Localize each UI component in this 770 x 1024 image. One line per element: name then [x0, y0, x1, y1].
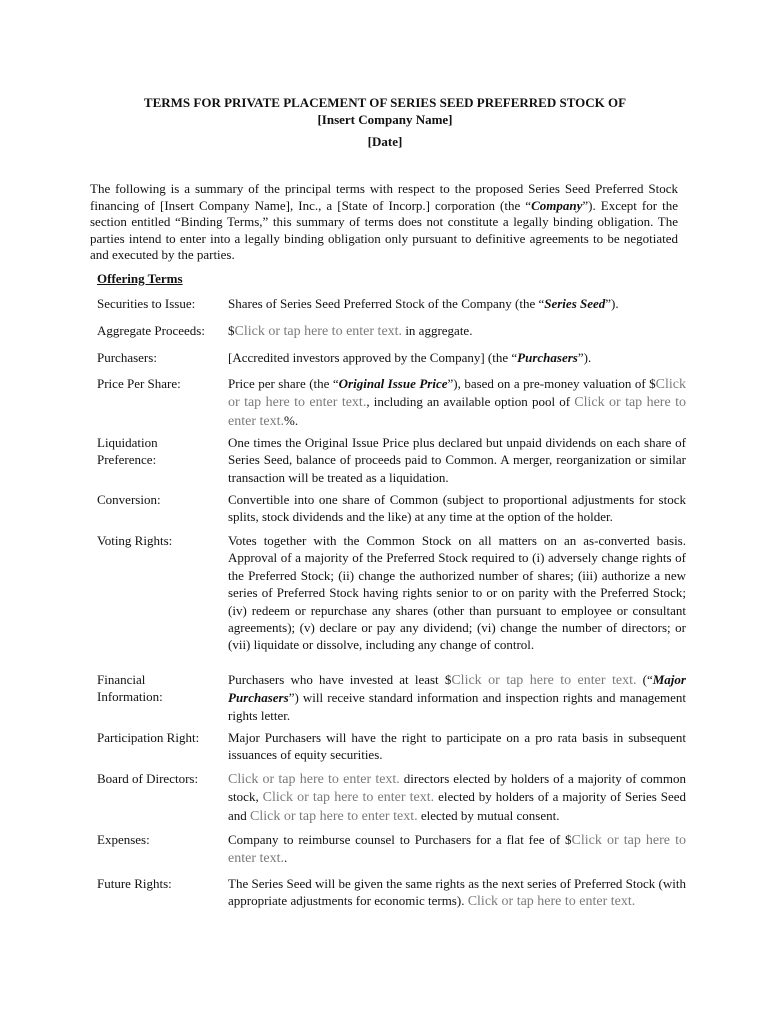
intro-text-1: The following is a summary of the principal terms with respect to the proposed Series Seed Preferred Stock financing of [Insert Company Name], Inc., a [State of Incorp.] corporation (the “ [90, 181, 678, 213]
term-text-part: . [283, 850, 288, 866]
term-label-line: Information: [97, 689, 163, 704]
term-text-part: Shares of Series Seed Preferred Stock of the Company (the “ [228, 296, 545, 311]
term-text [228, 349, 686, 366]
term-text-part: Price per share (the “ [228, 376, 339, 391]
term-label [97, 671, 222, 705]
term-text [228, 322, 686, 340]
term-text-part: [Accredited investors approved by the Company] (the “ [228, 350, 518, 365]
placeholder-field[interactable]: Click or tap here to enter text. [228, 377, 686, 411]
term-label-line: Financial [97, 672, 146, 687]
term-text-part: Company to reimburse counsel to Purchasers for a flat fee of $ [228, 832, 572, 847]
term-text-part: elected by holders of a majority of Series Seed and [228, 789, 686, 823]
term-text-part: %. [283, 412, 299, 428]
defined-term: Series Seed [544, 296, 606, 311]
intro-company-term: Company [531, 197, 583, 213]
term-text-part: ”), based on a pre-money valuation of $ [447, 376, 656, 391]
term-label: Securities to Issue: [97, 296, 196, 311]
term-label: Conversion: [97, 492, 161, 507]
term-text-part: Purchasers who have invested at least $ [228, 672, 452, 687]
term-text-part: The Series Seed will be given the same rights as the next series of Preferred Stock (with appropriate adjustments for economic terms). [228, 876, 686, 909]
term-label: Participation Right: [97, 730, 200, 745]
document-date: [Date] [367, 134, 403, 149]
term-label-line: Liquidation [97, 435, 158, 450]
term-text: Convertible into one share of Common (subject to proportional adjustments for stock splits, stock dividends and the like) at any time at the option of the holder. [228, 492, 686, 525]
term-label [97, 434, 222, 468]
defined-term: Major Purchasers [228, 672, 686, 706]
term-text-part: ”). [577, 350, 592, 365]
placeholder-field[interactable]: Click or tap here to enter text. [451, 673, 637, 688]
document-title [80, 94, 690, 128]
term-label: Future Rights: [97, 876, 172, 891]
term-label: Aggregate Proceeds: [97, 323, 205, 338]
placeholder-field[interactable]: Click or tap here to enter text. [262, 790, 435, 806]
term-label: Purchasers: [97, 350, 157, 365]
term-label: Board of Directors: [97, 771, 199, 786]
term-text: One times the Original Issue Price plus declared but unpaid dividends on each share of Series Seed, balance of proceeds paid to Common. A merger, reorganization or similar transaction will be treated as a liquidation. [228, 435, 686, 485]
defined-term: Original Issue Price [338, 376, 448, 391]
term-label: Voting Rights: [97, 533, 173, 548]
intro-paragraph [90, 181, 678, 264]
placeholder-field[interactable]: Click or tap here to enter text. [250, 808, 418, 824]
term-text: Votes together with the Common Stock on all matters on an as-converted basis. Approval of a majority of the Preferred Stock required to (i) adversely change rights of the Preferred Stock; (ii) change the authorized number of shares; (iii) authorize a new series of Preferred Stock having rights senior to or on parity with the Preferred Stock; (iv) redeem or repurchase any shares (other than pursuant to employee or consultant agreements); (v) declare or pay any dividend; (vi) change the number of directors; or (vii) liquidate or dissolve, including any change of control. [228, 533, 686, 653]
defined-term: Purchasers [517, 350, 578, 365]
term-text [228, 295, 686, 312]
placeholder-field[interactable]: Click or tap here to enter text. [228, 833, 687, 867]
term-text-part: elected by mutual consent. [417, 807, 560, 823]
term-text-part: (“ [636, 672, 653, 687]
section-heading-offering-terms: Offering Terms [97, 271, 183, 286]
placeholder-field[interactable]: Click or tap here to enter text. [228, 395, 686, 429]
placeholder-field[interactable]: Click or tap here to enter text. [228, 772, 400, 787]
term-text [228, 375, 686, 430]
placeholder-field[interactable]: Click or tap here to enter text. [234, 324, 403, 339]
term-label: Price Per Share: [97, 376, 181, 391]
term-text [228, 831, 686, 868]
placeholder-field[interactable]: Click or tap here to enter text. [467, 894, 636, 910]
term-text: Major Purchasers will have the right to participate on a pro rata basis in subsequent issuances of equity securities. [228, 730, 686, 763]
term-text-part: , including an available option pool of [366, 394, 575, 410]
term-text-part: ”). [605, 296, 619, 311]
term-text [228, 671, 686, 724]
term-text-part: ”) will receive standard information and inspection rights and management rights letter. [228, 690, 686, 723]
term-label: Expenses: [97, 832, 150, 847]
term-text-part: in aggregate. [402, 323, 473, 338]
title-line-2: [Insert Company Name] [317, 112, 453, 127]
term-text [228, 875, 686, 911]
term-text-part: $ [228, 323, 235, 338]
title-line-1: TERMS FOR PRIVATE PLACEMENT OF SERIES SEED PREFERRED STOCK OF [143, 95, 627, 110]
term-text [228, 770, 686, 825]
term-label-line: Preference: [97, 452, 157, 467]
intro-text-2: ”). Except for the section entitled “Binding Terms,” this summary of terms does not constitute a legally binding obligation. The parties intend to enter into a legally binding obligation only pursuant to definitive agreements to be negotiated and executed by the parties. [90, 197, 679, 263]
term-text-part: directors elected by holders of a majority of common stock, [228, 771, 686, 805]
